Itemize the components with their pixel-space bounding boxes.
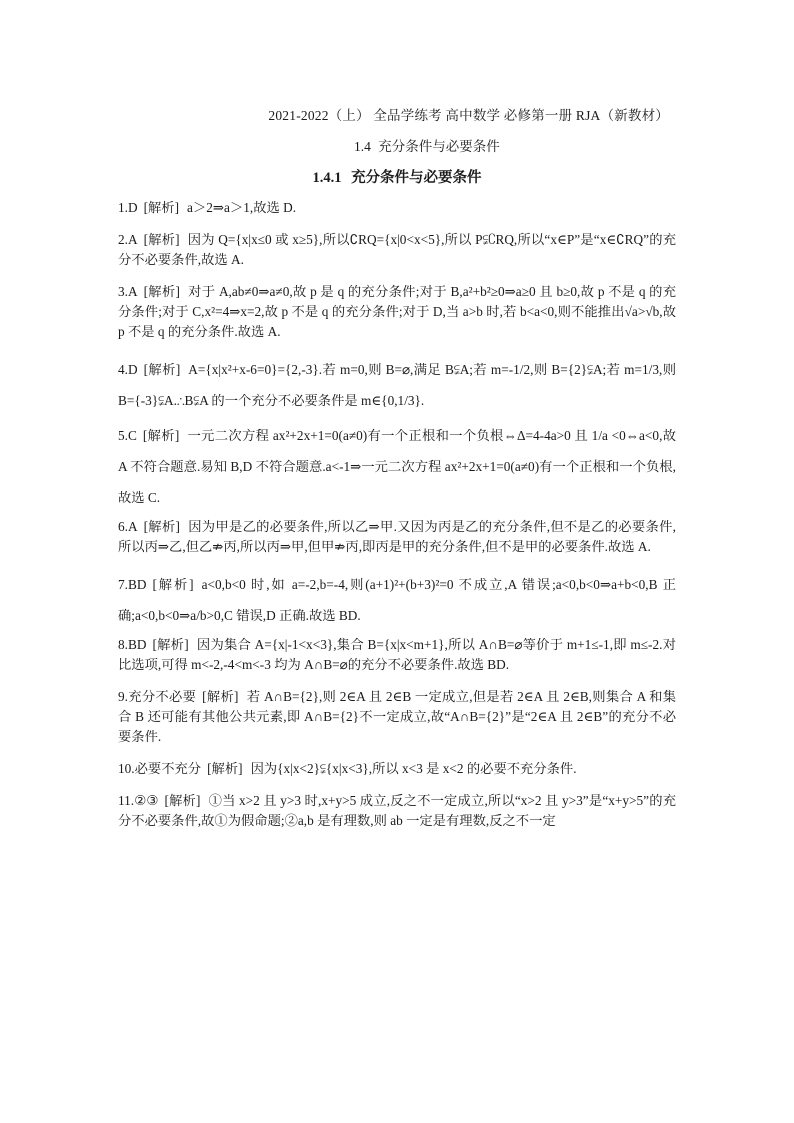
- analysis-tag: [解析]: [202, 689, 239, 704]
- answer-item: [118, 198, 676, 218]
- answer-number: 7.BD: [118, 577, 147, 592]
- answer-item: [118, 759, 676, 779]
- answer-item: [118, 517, 676, 557]
- answer-text: 若 A∩B={2},则 2∈A 且 2∈B 一定成立,但是若 2∈A 且 2∈B,则集合 A 和集合 B 还可能有其他公共元素,即 A∩B={2}不一定成立,故“A∩B={2}”是“2∈A 且 2∈B”的充分不必要条件.: [118, 689, 676, 744]
- subsection-title: 1.4.1 充分条件与必要条件: [312, 170, 482, 186]
- page-header: 2021-2022（上） 全品学练考 高中数学 必修第一册 RJA（新教材）: [268, 108, 669, 123]
- answer-text: 因为甲是乙的必要条件,所以乙⇒甲.又因为丙是乙的充分条件,但不是乙的必要条件,所以丙⇒乙,但乙⇏丙,所以丙⇒甲,但甲⇏丙,即丙是甲的充分条件,但不是甲的必要条件.故选 A.: [118, 519, 677, 554]
- answer-number: 6.A: [118, 519, 138, 534]
- answer-text: 因为集合 A={x|-1<x<3},集合 B={x|x<m+1},所以 A∩B=⌀等价于 m+1≤-1,即 m≤-2.对比选项,可得 m<-2,-4<m<-3 均为 A∩B=⌀的充分不必要条件.故选 BD.: [118, 637, 676, 672]
- analysis-tag: [解析]: [143, 232, 180, 247]
- answer-text: 一元二次方程 ax²+2x+1=0(a≠0)有一个正根和一个负根⇔Δ=4-4a>0 且 1/a <0⇔a<0,故 A 不符合题意.易知 B,D 不符合题意.a<-1⇒一元二次方程 ax²+2x+1=0(a≠0)有一个正根和一个负根,故选 C.: [118, 428, 677, 505]
- answer-number: 1.D: [118, 200, 138, 215]
- answer-item: [118, 230, 676, 270]
- answer-number: 5.C: [118, 428, 137, 443]
- answer-item: [118, 354, 676, 416]
- answer-text: ①当 x>2 且 y>3 时,x+y>5 成立,反之不一定成立,所以“x>2 且 y>3”是“x+y>5”的充分不必要条件,故①为假命题;②a,b 是有理数,则 ab 一定是有理数,反之不一定: [118, 793, 677, 828]
- analysis-tag: [解析]: [142, 428, 180, 443]
- analysis-tag: [解析]: [207, 761, 243, 776]
- answer-list: [118, 198, 676, 843]
- answer-text: 因为 Q={x|x≤0 或 x≥5},所以∁RQ={x|0<x<5},所以 P⫋∁RQ,所以“x∈P”是“x∈∁RQ”的充分不必要条件,故选 A.: [118, 232, 676, 267]
- analysis-tag: [解析]: [143, 362, 181, 377]
- analysis-tag: [解析]: [143, 200, 180, 215]
- analysis-tag: [解析]: [164, 793, 201, 808]
- answer-item: [118, 791, 676, 831]
- answer-item: [118, 569, 676, 631]
- answer-item: [118, 687, 676, 747]
- analysis-tag: [解析]: [143, 519, 180, 534]
- analysis-tag: [解析]: [152, 637, 189, 652]
- answer-text: A={x|x²+x-6=0}={2,-3}.若 m=0,则 B=⌀,满足 B⫋A;若 m=-1/2,则 B={2}⫋A;若 m=1/3,则 B={-3}⫋A.∴B⫋A 的一个充分不必要条件是 m∈{0,1/3}.: [118, 362, 677, 408]
- answer-number: 8.BD: [118, 637, 147, 652]
- section-title: 1.4 充分条件与必要条件: [354, 139, 500, 154]
- answer-item: [118, 420, 676, 513]
- answer-text: 对于 A,ab≠0⇒a≠0,故 p 是 q 的充分条件;对于 B,a²+b²≥0⇒a≥0 且 b≥0,故 p 不是 q 的充分条件;对于 C,x²=4⇒x=2,故 p 不是 q 的充分条件;对于 D,当 a>b 时,若 b<a<0,则不能推出√a>√b,故 p 不是 q 的充分条件.故选 A.: [118, 284, 677, 339]
- answer-number: 9.充分不必要: [118, 689, 197, 704]
- answer-number: 3.A: [118, 284, 138, 299]
- answer-text: a＞2⇒a＞1,故选 D.: [187, 200, 297, 215]
- answer-item: [118, 282, 676, 342]
- answer-number: 11.②③: [118, 793, 159, 808]
- answer-text: a<0,b<0 时,如 a=-2,b=-4,则(a+1)²+(b+3)²=0 不成立,A 错误;a<0,b<0⇒a+b<0,B 正确;a<0,b<0⇒a/b>0,C 错误,D 正确.故选 BD.: [118, 577, 676, 623]
- answer-number: 2.A: [118, 232, 138, 247]
- answer-number: 4.D: [118, 362, 138, 377]
- analysis-tag: [解析]: [152, 577, 194, 592]
- analysis-tag: [解析]: [143, 284, 180, 299]
- answer-text: 因为{x|x<2}⫋{x|x<3},所以 x<3 是 x<2 的必要不充分条件.: [250, 761, 577, 776]
- answer-item: [118, 635, 676, 675]
- answer-number: 10.必要不充分: [118, 761, 202, 776]
